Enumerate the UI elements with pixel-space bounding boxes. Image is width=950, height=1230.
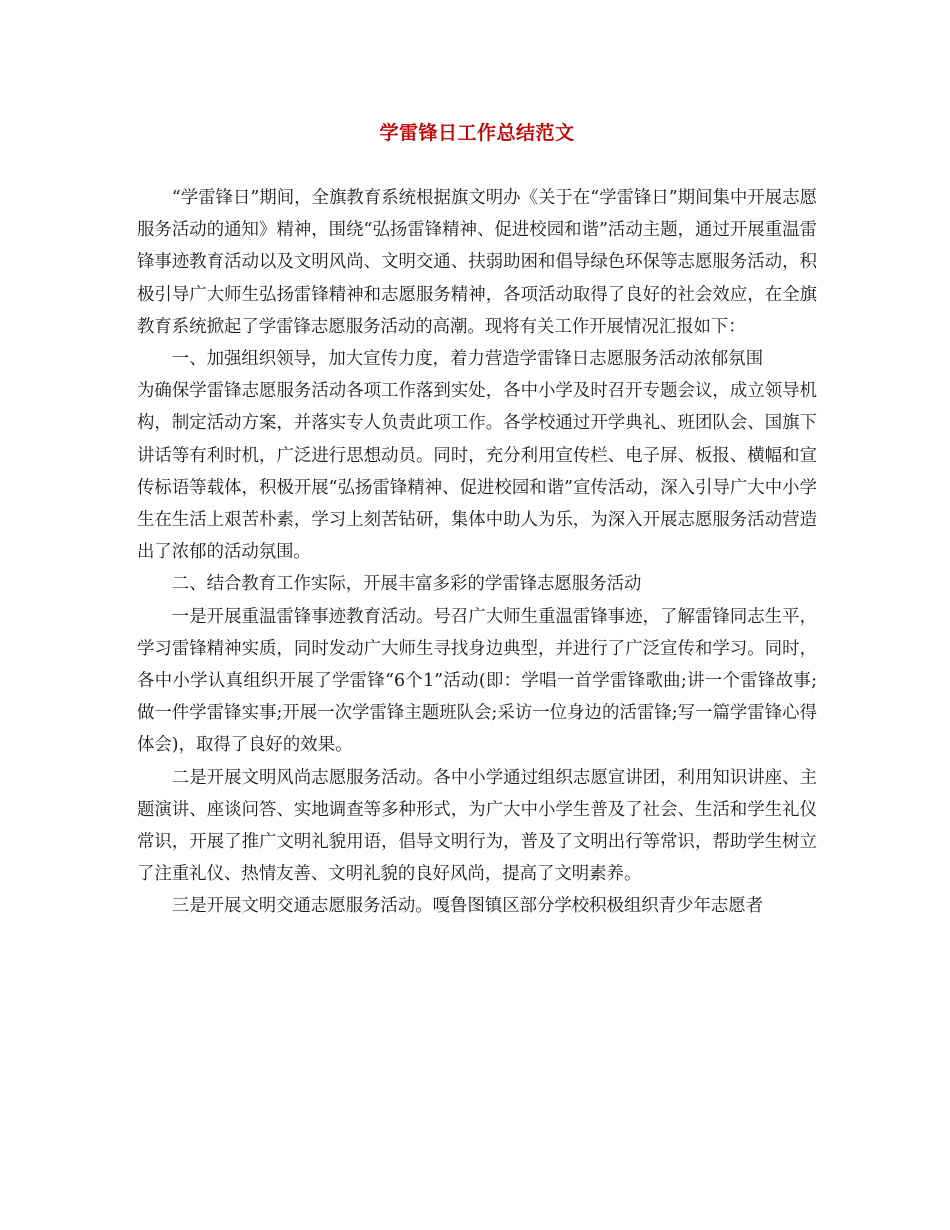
paragraph-intro: “学雷锋日”期间，全旗教育系统根据旗文明办《关于在“学雷锋日”期间集中开展志愿服务活动的通知》精神，围绕“弘扬雷锋精神、促进校园和谐”活动主题，通过开展重温雷锋事迹教育活动以及文明风尚、文明交通、扶弱助困和倡导绿色环保等志愿服务活动，积极引导广大师生弘扬雷锋精神和志愿服务精神，各项活动取得了良好的社会效应，在全旗教育系统掀起了学雷锋志愿服务活动的高潮。现将有关工作开展情况汇报如下：	[137, 188, 817, 337]
document-page	[137, 118, 817, 923]
paragraph-section-2-heading: 二、结合教育工作实际，开展丰富多彩的学雷锋志愿服务活动	[171, 574, 642, 595]
paragraph-item-1: 一是开展重温雷锋事迹教育活动。号召广大师生重温雷锋事迹，了解雷锋同志生平，学习雷锋精神实质，同时发动广大师生寻找身边典型，并进行了广泛宣传和学习。同时，各中小学认真组织开展了学雷锋“6个1”活动(即：学唱一首学雷锋歌曲;讲一个雷锋故事;做一件学雷锋实事;开展一次学雷锋主题班队会;采访一位身边的活雷锋;写一篇学雷锋心得体会)，取得了良好的效果。	[137, 606, 817, 756]
paragraph-section-1-body: 为确保学雷锋志愿服务活动各项工作落到实处，各中小学及时召开专题会议，成立领导机构，制定活动方案，并落实专人负责此项工作。各学校通过开学典礼、班团队会、国旗下讲话等有利时机，广泛进行思想动员。同时，充分利用宣传栏、电子屏、板报、横幅和宣传标语等载体，积极开展“弘扬雷锋精神、促进校园和谐”宣传活动，深入引导广大中小学生在生活上艰苦朴素，学习上刻苦钻研，集体中助人为乐，为深入开展志愿服务活动营造出了浓郁的活动氛围。	[137, 381, 817, 563]
document-title: 学雷锋日工作总结范文	[379, 122, 575, 144]
paragraph-section-1-heading: 一、加强组织领导，加大宣传力度，着力营造学雷锋日志愿服务活动浓郁氛围	[171, 349, 764, 370]
paragraph-item-2: 二是开展文明风尚志愿服务活动。各中小学通过组织志愿宣讲团，利用知识讲座、主题演讲、座谈问答、实地调查等多种形式，为广大中小学生普及了社会、生活和学生礼仪常识，开展了推广文明礼貌用语，倡导文明行为，普及了文明出行等常识，帮助学生树立了注重礼仪、热情友善、文明礼貌的良好风尚，提高了文明素养。	[137, 767, 817, 885]
paragraph-item-3: 三是开展文明交通志愿服务活动。嘎鲁图镇区部分学校积极组织青少年志愿者	[171, 896, 764, 917]
